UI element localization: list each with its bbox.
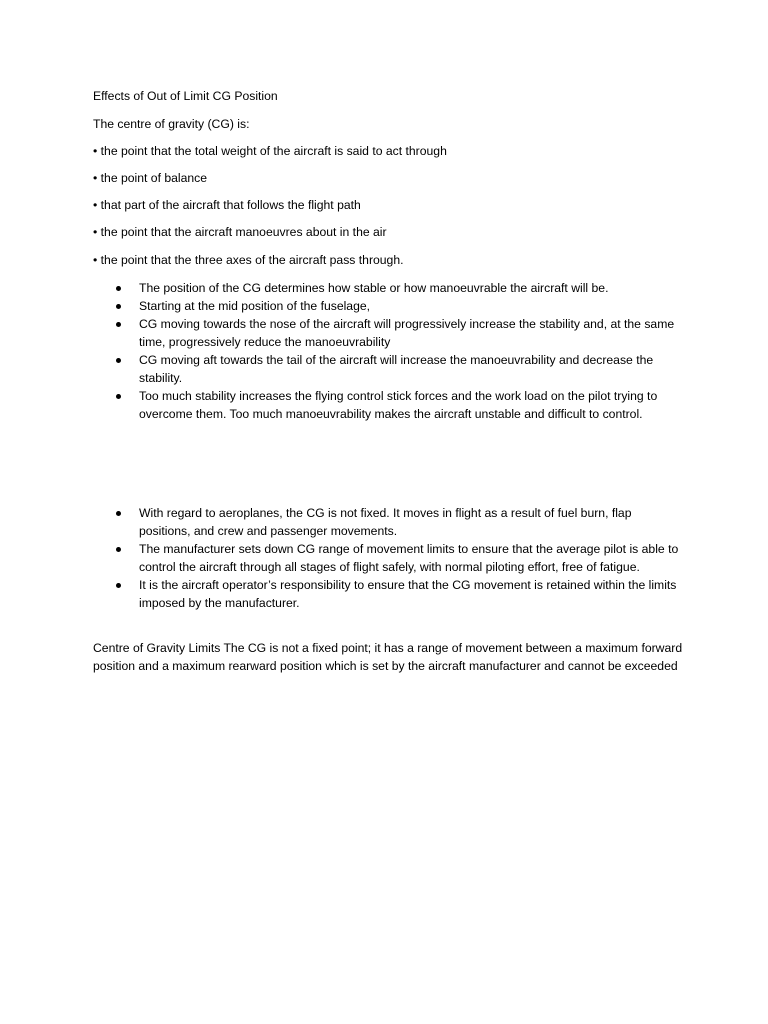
bullet-icon: [116, 304, 121, 309]
list-item: [0, 387, 679, 423]
list-item-text: CG moving aft towards the tail of the aircraft will increase the manoeuvrability and decrease the stability.: [139, 353, 654, 385]
list-item: [0, 279, 679, 297]
bullet-icon: [116, 286, 121, 291]
list-item-text: It is the aircraft operator’s responsibility to ensure that the CG movement is retained within the limits imposed by the manufacturer.: [139, 578, 677, 610]
definition-point: • the point of balance: [93, 171, 208, 185]
list-item-text: Starting at the mid position of the fuselage,: [139, 299, 371, 313]
definition-point: • the point that the three axes of the aircraft pass through.: [93, 253, 404, 267]
definition-point: • that part of the aircraft that follows the flight path: [93, 198, 361, 212]
closing-paragraph: Centre of Gravity Limits The CG is not a fixed point; it has a range of movement between a maximum forward position and a maximum rearward position which is set by the aircraft manufacturer and cannot be exceeded: [93, 641, 683, 673]
list-item-text: Too much stability increases the flying control stick forces and the work load on the pilot trying to overcome them. Too much manoeuvrability makes the aircraft unstable and difficult to control.: [139, 389, 658, 421]
list-item: [0, 540, 679, 576]
list-item-text: CG moving towards the nose of the aircraft will progressively increase the stability and, at the same time, progressively reduce the manoeuvrability: [139, 317, 675, 349]
list-item: [0, 504, 679, 540]
list-item-text: The manufacturer sets down CG range of movement limits to ensure that the average pilot is able to control the aircraft through all stages of flight safely, with normal piloting effort, free of fatigue.: [139, 542, 679, 574]
definition-point: • the point that the total weight of the aircraft is said to act through: [93, 144, 447, 158]
bullet-icon: [116, 511, 121, 516]
list-item-text: The position of the CG determines how stable or how manoeuvrable the aircraft will be.: [139, 281, 609, 295]
list-item: [0, 576, 679, 612]
bullet-icon: [116, 358, 121, 363]
bullet-icon: [116, 547, 121, 552]
list-item-text: With regard to aeroplanes, the CG is not fixed. It moves in flight as a result of fuel burn, flap positions, and crew and passenger movements.: [139, 506, 632, 538]
definition-point: • the point that the aircraft manoeuvres about in the air: [93, 225, 387, 239]
document-title: Effects of Out of Limit CG Position: [93, 89, 278, 103]
list-item: [0, 315, 679, 351]
list-item: [0, 351, 679, 387]
bullet-icon: [116, 322, 121, 327]
cg-effects-list: [0, 279, 768, 423]
list-item: [0, 297, 679, 315]
bullet-icon: [116, 394, 121, 399]
intro-text: The centre of gravity (CG) is:: [93, 117, 250, 131]
bullet-icon: [116, 583, 121, 588]
cg-limits-list: [0, 504, 768, 612]
